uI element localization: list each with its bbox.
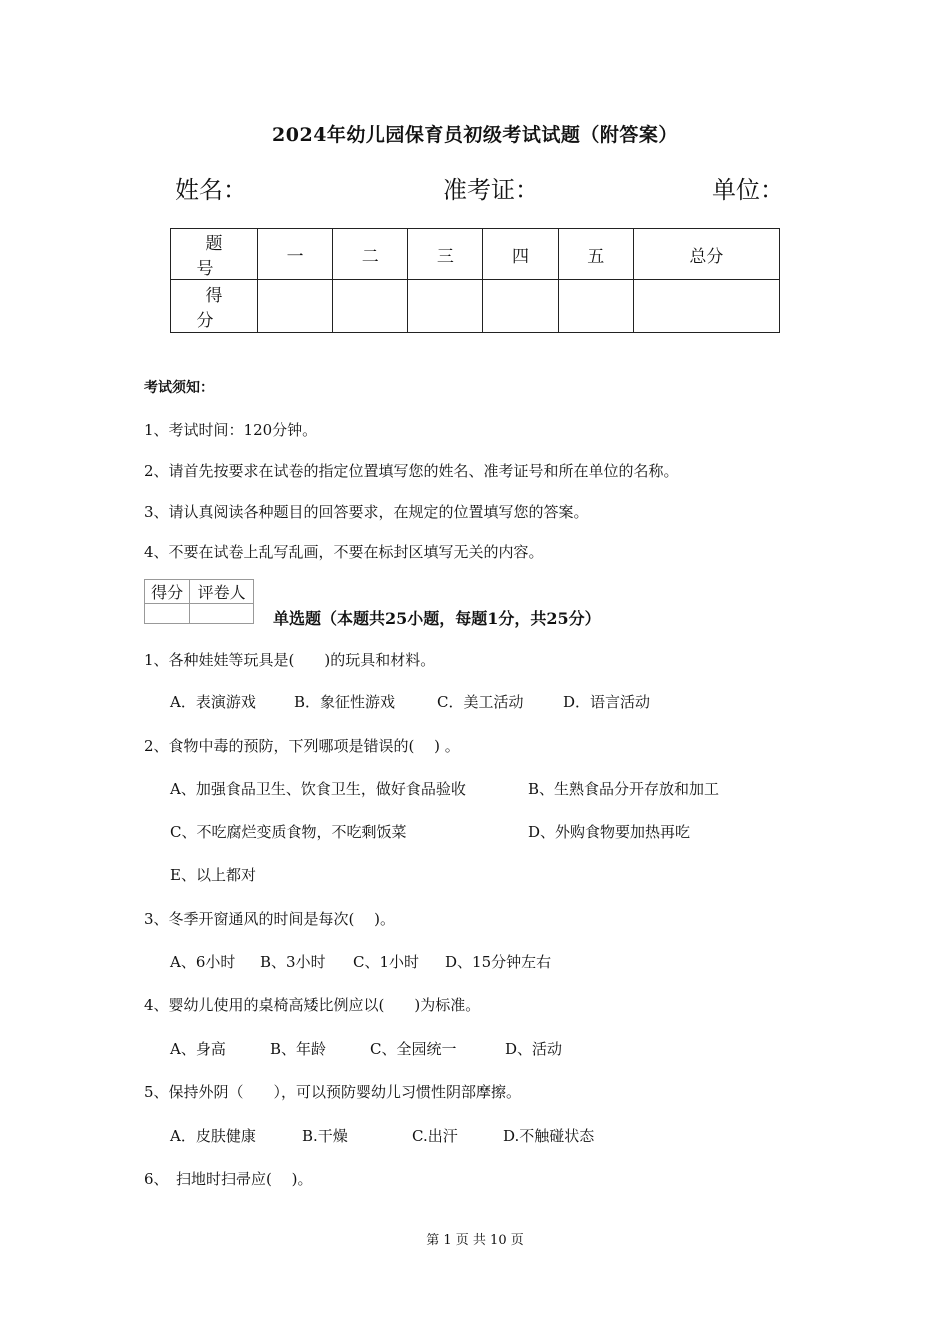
notice-item: 3、请认真阅读各种题目的回答要求，在规定的位置填写您的答案。 <box>144 503 589 521</box>
question-option: C、不吃腐烂变质食物，不吃剩饭菜 <box>170 823 407 841</box>
score-table-col: 总分 <box>633 229 779 280</box>
page-title: 2024年幼儿园保育员初级考试试题（附答案） <box>272 124 678 146</box>
score-table-header-label: 题号 <box>171 229 258 280</box>
score-table-col: 四 <box>483 229 558 280</box>
question-option: C、1小时 <box>353 953 420 971</box>
grader-score-label: 得分 <box>145 580 190 604</box>
question-stem: 4、婴幼儿使用的桌椅高矮比例应以( )为标准。 <box>144 996 481 1014</box>
question-option: C、全园统一 <box>370 1040 457 1058</box>
score-table-col: 一 <box>258 229 333 280</box>
question-option: B.干燥 <box>302 1127 348 1145</box>
score-table-col: 五 <box>558 229 633 280</box>
grader-box <box>144 579 254 624</box>
question-option: D.不触碰状态 <box>503 1127 595 1145</box>
question-option: C．美工活动 <box>437 693 524 711</box>
question-option: B、生熟食品分开存放和加工 <box>528 780 720 798</box>
question-option: B、3小时 <box>260 953 326 971</box>
question-option: B．象征性游戏 <box>294 693 396 711</box>
score-table-col: 三 <box>408 229 483 280</box>
notice-heading: 考试须知： <box>144 380 214 396</box>
question-stem: 3、冬季开窗通风的时间是每次( )。 <box>144 910 396 928</box>
question-option: A．表演游戏 <box>170 693 256 711</box>
score-cell[interactable] <box>408 280 483 333</box>
question-stem: 6、 扫地时扫帚应( )。 <box>144 1170 313 1188</box>
question-stem: 2、食物中毒的预防，下列哪项是错误的( ) 。 <box>144 737 460 755</box>
question-option: C.出汗 <box>412 1127 458 1145</box>
score-cell[interactable] <box>558 280 633 333</box>
question-option: D、15分钟左右 <box>445 953 552 971</box>
score-cell[interactable] <box>483 280 558 333</box>
notice-item: 2、请首先按要求在试卷的指定位置填写您的姓名、准考证号和所在单位的名称。 <box>144 462 679 480</box>
score-cell[interactable] <box>258 280 333 333</box>
question-option: A．皮肤健康 <box>170 1127 256 1145</box>
page-footer: 第 1 页 共 10 页 <box>426 1233 524 1248</box>
score-cell[interactable] <box>333 280 408 333</box>
grader-name-cell[interactable] <box>190 604 254 624</box>
notice-item: 1、考试时间：120分钟。 <box>144 421 318 439</box>
section-title: 单选题（本题共25小题，每题1分，共25分） <box>273 609 601 628</box>
question-option: D．语言活动 <box>563 693 651 711</box>
question-option: D、外购食物要加热再吃 <box>528 823 691 841</box>
exam-number-field-label: 准考证： <box>443 176 539 204</box>
grader-score-cell[interactable] <box>145 604 190 624</box>
unit-field-label: 单位： <box>712 176 784 204</box>
score-cell[interactable] <box>633 280 779 333</box>
question-option: E、以上都对 <box>170 866 256 884</box>
question-option: A、加强食品卫生、饮食卫生，做好食品验收 <box>170 780 466 798</box>
question-option: D、活动 <box>505 1040 563 1058</box>
score-table-col: 二 <box>333 229 408 280</box>
grader-name-label: 评卷人 <box>190 580 254 604</box>
notice-item: 4、不要在试卷上乱写乱画，不要在标封区填写无关的内容。 <box>144 543 544 561</box>
question-stem: 1、各种娃娃等玩具是( )的玩具和材料。 <box>144 651 436 669</box>
name-field-label: 姓名： <box>175 176 247 204</box>
question-option: A、6小时 <box>170 953 236 971</box>
score-table <box>170 228 780 333</box>
question-option: B、年龄 <box>270 1040 327 1058</box>
score-table-row-label: 得分 <box>171 280 258 333</box>
question-stem: 5、保持外阴（ ），可以预防婴幼儿习惯性阴部摩擦。 <box>144 1083 522 1101</box>
question-option: A、身高 <box>170 1040 226 1058</box>
